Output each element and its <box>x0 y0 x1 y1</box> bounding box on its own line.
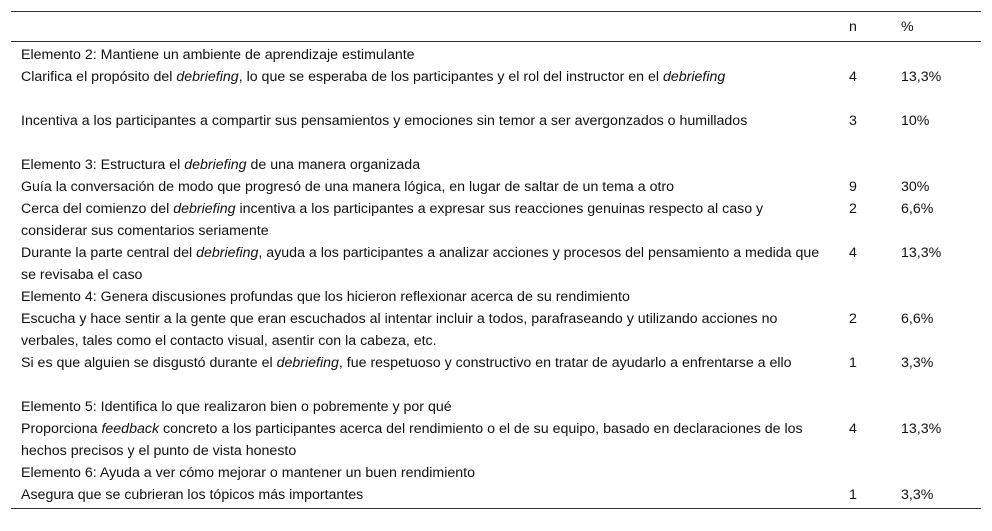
section-row <box>11 154 981 176</box>
table-row <box>11 242 981 286</box>
row-percent: 3,3% <box>901 355 934 371</box>
row-percent: 3,3% <box>901 487 934 503</box>
header-n: n <box>849 19 857 35</box>
section-row <box>11 396 981 418</box>
row-percent: 6,6% <box>901 201 934 217</box>
section-title: Elemento 3: Estructura el debriefing de una manera organizada <box>21 157 421 173</box>
row-n: 3 <box>849 113 857 129</box>
row-n: 2 <box>849 201 857 217</box>
row-n: 4 <box>849 421 857 437</box>
row-n: 1 <box>849 355 857 371</box>
section-row <box>11 462 981 484</box>
table-row <box>11 176 981 198</box>
section-title: Elemento 2: Mantiene un ambiente de aprendizaje estimulante <box>21 47 415 63</box>
results-table <box>11 11 981 506</box>
row-description: Escucha y hace sentir a la gente que eran escuchados al intentar incluir a todos, parafraseando y utilizando acciones no verbales, tales como el contacto visual, asentir con la cabeza, etc. <box>21 311 778 349</box>
header-percent: % <box>901 19 914 35</box>
row-percent: 10% <box>901 113 930 129</box>
table-row <box>11 308 981 352</box>
row-n: 1 <box>849 487 857 503</box>
table-row <box>11 418 981 462</box>
row-percent: 6,6% <box>901 311 934 327</box>
row-percent: 13,3% <box>901 421 942 437</box>
row-description: Clarifica el propósito del debriefing, lo que se esperaba de los participantes y el rol del instructor en el debriefing <box>21 69 726 85</box>
section-row <box>11 286 981 308</box>
section-row <box>11 44 981 66</box>
row-percent: 13,3% <box>901 245 942 261</box>
row-description: Cerca del comienzo del debriefing incentiva a los participantes a expresar sus reacciones genuinas respecto al caso y considerar sus comentarios seriamente <box>21 201 764 239</box>
table-row <box>11 484 981 506</box>
row-description: Proporciona feedback concreto a los participantes acerca del rendimiento o el de su equipo, basado en declaraciones de los hechos precisos y el punto de vista honesto <box>21 421 803 459</box>
row-percent: 30% <box>901 179 930 195</box>
row-n: 2 <box>849 311 857 327</box>
table-row <box>11 66 981 110</box>
row-n: 4 <box>849 245 857 261</box>
section-title: Elemento 5: Identifica lo que realizaron bien o pobremente y por qué <box>21 399 452 415</box>
table-row <box>11 110 981 154</box>
table-row <box>11 198 981 242</box>
table-bottom-rule <box>11 508 981 509</box>
section-title: Elemento 4: Genera discusiones profundas que los hicieron reflexionar acerca de su rendimiento <box>21 289 630 305</box>
row-description: Guía la conversación de modo que progresó de una manera lógica, en lugar de saltar de un tema a otro <box>21 179 675 195</box>
table-header-row <box>11 12 981 42</box>
table-row <box>11 352 981 396</box>
row-description: Incentiva a los participantes a compartir sus pensamientos y emociones sin temor a ser avergonzados o humillados <box>21 113 748 129</box>
row-n: 4 <box>849 69 857 85</box>
table-body <box>11 42 981 506</box>
row-description: Durante la parte central del debriefing, ayuda a los participantes a analizar acciones y procesos del pensamiento a medida que se revisaba el caso <box>21 245 820 283</box>
row-description: Asegura que se cubrieran los tópicos más importantes <box>21 487 364 503</box>
row-description: Si es que alguien se disgustó durante el debriefing, fue respetuoso y constructivo en tratar de ayudarlo a enfrentarse a ello <box>21 355 792 371</box>
section-title: Elemento 6: Ayuda a ver cómo mejorar o mantener un buen rendimiento <box>21 465 475 481</box>
row-percent: 13,3% <box>901 69 942 85</box>
row-n: 9 <box>849 179 857 195</box>
